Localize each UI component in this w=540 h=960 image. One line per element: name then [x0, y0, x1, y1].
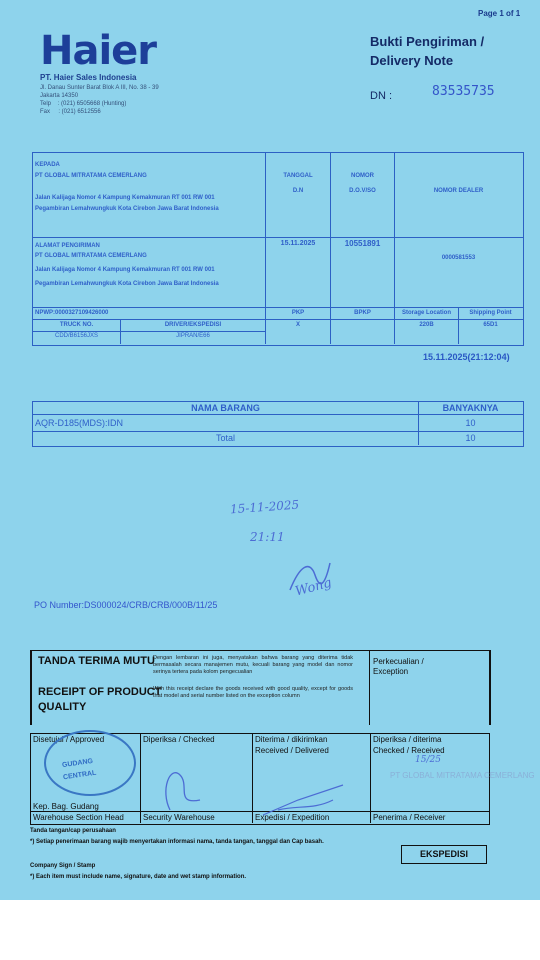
receipt-text-id: Dengan lembaran ini juga, menyatakan bahwa barang yang diterima tidak bermasalah secara manajemen mutu, kecuali barang yang model dan nomor serinya tertera pada kolom pengecualian — [153, 655, 353, 675]
driver-value: JIPRAN/E66 — [176, 333, 210, 339]
receipt-title-en-2: QUALITY — [38, 701, 87, 713]
signature-scribble-icon — [285, 555, 335, 600]
warehouse-section-label: Warehouse Section Head — [33, 813, 124, 822]
company-name: PT. Haier Sales Indonesia — [40, 73, 137, 82]
dn-column-label: D.N — [292, 188, 304, 194]
gudang-stamp-text-2: CENTRAL — [62, 769, 97, 782]
dovso-label: D.O.V/SO — [349, 188, 376, 194]
driver-label: DRIVER/EKSPEDISI — [164, 322, 222, 328]
nomor-value: 10551891 — [344, 239, 381, 248]
warehouse-head-label: Kep. Bag. Gudang — [33, 802, 99, 811]
receiver-check-label: Diperiksa / diterima — [373, 735, 442, 744]
alamat-address-1: Jalan Kalijaga Nomor 4 Kampung Kemakmuran RT 001 RW 001 — [35, 267, 215, 273]
security-signature-icon — [150, 760, 210, 815]
receiver-stamp: PT GLOBAL MITRATAMA CEMERLANG — [390, 771, 535, 780]
alamat-address-2: Pegambiran Lemahwungkuk Kota Cirebon Jawa Barat Indonesia — [35, 281, 219, 287]
receiver-label: Penerima / Receiver — [373, 813, 446, 822]
truck-label: TRUCK NO. — [59, 322, 94, 328]
document-title: Bukti Pengiriman / Delivery Note — [370, 34, 485, 68]
received-label-2: Received / Delivered — [255, 746, 329, 755]
security-label: Security Warehouse — [143, 813, 215, 822]
shipping-value: 65D1 — [483, 322, 498, 328]
ekspedisi-copy-label: EKSPEDISI — [401, 845, 487, 864]
truck-value: CDD/B6156JXS — [54, 333, 99, 339]
item-name: AQR-D185(MDS):IDN — [35, 418, 124, 428]
alamat-label: ALAMAT PENGIRIMAN — [35, 243, 100, 249]
haier-logo: Haier — [40, 28, 157, 74]
dealer-value: 0000581553 — [441, 255, 476, 261]
tanggal-value: 15.11.2025 — [280, 240, 316, 247]
receiver-stamp-date: 15/25 — [415, 755, 441, 765]
npwp: NPWP:0000327109426000 — [35, 310, 109, 316]
storage-value: 220B — [419, 322, 434, 328]
receipt-left-border — [30, 650, 32, 725]
gudang-stamp-text: GUDANG — [61, 757, 94, 770]
receipt-title-en: RECEIPT OF PRODUCT — [38, 686, 162, 698]
tanggal-label: TANGGAL — [283, 173, 313, 179]
dealer-label: NOMOR DEALER — [433, 188, 484, 194]
page-indicator: Page 1 of 1 — [478, 9, 521, 18]
total-label: Total — [215, 433, 235, 443]
kepada-name: PT GLOBAL MITRATAMA CEMERLANG — [35, 173, 147, 179]
dn-number: 83535735 — [432, 84, 495, 99]
handwritten-date: 15-11-2025 — [229, 497, 300, 517]
received-label: Diterima / dikirimkan — [255, 735, 328, 744]
receipt-title-id: TANDA TERIMA MUTU — [38, 655, 155, 667]
items-header-name: NAMA BARANG — [191, 403, 260, 413]
pkp-value: X — [295, 322, 300, 328]
dn-label: DN : — [370, 90, 392, 102]
expedition-signature-icon — [258, 780, 348, 820]
expedition-label: Expedisi / Expedition — [255, 813, 330, 822]
items-header-qty: BANYAKNYA — [442, 403, 499, 413]
note-en: *) Each item must include name, signature, date and wet stamp information. — [30, 874, 247, 880]
sign-label-id: Tanda tangan/cap perusahaan — [30, 828, 116, 834]
bpkp-label: BPKP — [354, 310, 371, 316]
print-timestamp: 15.11.2025(21:12:04) — [423, 352, 510, 362]
sign-label-en: Company Sign / Stamp — [30, 863, 96, 869]
receiver-check-label-2: Checked / Received — [373, 746, 445, 755]
po-number: PO Number:DS000024/CRB/CRB/000B/11/25 — [34, 600, 218, 610]
kepada-address-1: Jalan Kalijaga Nomor 4 Kampung Kemakmuran RT 001 RW 001 — [35, 195, 215, 201]
handwritten-signature: Wong — [293, 575, 334, 600]
pkp-label: PKP — [291, 310, 305, 316]
checked-label: Diperiksa / Checked — [143, 735, 215, 744]
total-value: 10 — [465, 433, 476, 443]
kepada-address-2: Pegambiran Lemahwungkuk Kota Cirebon Jawa Barat Indonesia — [35, 206, 219, 212]
nomor-label: NOMOR — [351, 173, 374, 179]
note-id: *) Setiap penerimaan barang wajib menyertakan informasi nama, tanda tangan, tanggal dan Cap basah. — [30, 839, 324, 845]
approved-label: Disetujui / Approved — [33, 735, 105, 744]
company-address: Jl. Danau Sunter Barat Blok A III, No. 38 - 39 Jakarta 14350 Telp : (021) 6505668 (Hunting) Fax : (021) 6512556 — [40, 85, 159, 115]
shipping-label: Shipping Point — [469, 310, 512, 316]
exception-label-2: Exception — [373, 667, 409, 676]
handwritten-time: 21:11 — [250, 530, 285, 544]
receipt-text-en: With this receipt declare the goods received with good quality, except for goods that model and serial number listed on the exception column — [153, 686, 353, 699]
storage-label: Storage Location — [401, 310, 451, 316]
alamat-name: PT GLOBAL MITRATAMA CEMERLANG — [35, 253, 147, 259]
item-qty: 10 — [465, 418, 476, 428]
kepada-label: KEPADA — [35, 162, 60, 168]
exception-label: Perkecualian / — [373, 657, 424, 666]
